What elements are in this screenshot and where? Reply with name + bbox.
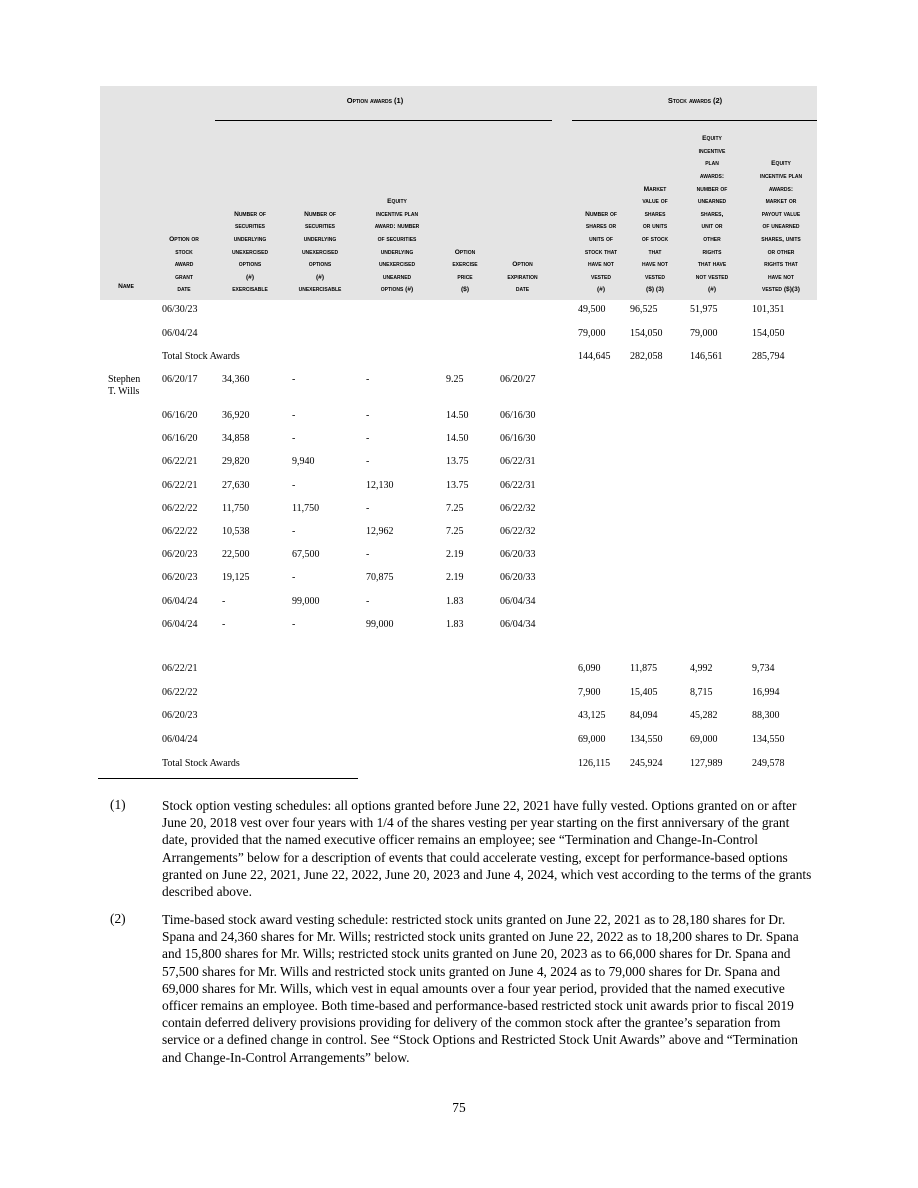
- cell-payout-value: 154,050: [752, 328, 785, 339]
- cell-unearned-options: -: [366, 503, 370, 514]
- table-bottom-rule: [98, 778, 358, 779]
- cell-payout-value: 101,351: [752, 304, 785, 315]
- cell-unexercisable: -: [292, 572, 296, 583]
- cell-exercise-price: 13.75: [446, 456, 469, 467]
- cell-shares-not-vested: 6,090: [578, 663, 601, 674]
- cell-unexercisable: -: [292, 433, 296, 444]
- cell-unearned-options: 99,000: [366, 619, 394, 630]
- cell-expiration-date: 06/22/32: [500, 526, 536, 537]
- cell-unearned-options: 12,130: [366, 480, 394, 491]
- cell-expiration-date: 06/04/34: [500, 619, 536, 630]
- col-header-shares-not-vested: Number of shares or units of stock that have not vested (#): [584, 210, 618, 294]
- cell-exercisable: 22,500: [222, 549, 250, 560]
- stock-awards-group-header: Stock awards (2): [667, 96, 723, 105]
- cell-unexercisable: 99,000: [292, 596, 320, 607]
- cell-unexercisable: -: [292, 410, 296, 421]
- cell-unexercisable: -: [292, 526, 296, 537]
- cell-payout-value: 134,550: [752, 734, 785, 745]
- cell-grant-date: 06/04/24: [162, 619, 198, 630]
- cell-unearned-options: -: [366, 410, 370, 421]
- cell-market-value: 154,050: [630, 328, 663, 339]
- cell-unearned-shares: 51,975: [690, 304, 718, 315]
- cell-grant-date: 06/22/21: [162, 663, 198, 674]
- cell-unearned-shares: 4,992: [690, 663, 713, 674]
- page-number: 75: [452, 1100, 466, 1115]
- col-header-unearned-shares: Equity incentive plan awards: number of unearned shares, unit or other rights that have not vested (#): [695, 135, 729, 294]
- col-header-exercise-price: Option exercise price ($): [452, 248, 478, 294]
- cell-exercise-price: 1.83: [446, 619, 464, 630]
- cell-grant-date: Total Stock Awards: [162, 351, 240, 362]
- footnote-1-text: Stock option vesting schedules: all options granted before June 22, 2021 have fully vested. Options granted on or after June 20, 2018 vest over four years with 1/4 of the shares vesting per year starting on the first anniversary of the grant date, provided that the named executive officer remains an employee; see “Termination and Change-In-Control Arrangements” below for a description of events that could accelerate vesting, except for performance-based options granted on June 22, 2021, June 22, 2022, June 20, 2023 and June 4, 2024, which vest according to the terms of the grants described above.: [162, 798, 812, 900]
- cell-expiration-date: 06/16/30: [500, 410, 536, 421]
- cell-unearned-shares: 79,000: [690, 328, 718, 339]
- cell-exercise-price: 13.75: [446, 480, 469, 491]
- cell-unearned-shares: 127,989: [690, 758, 723, 769]
- row-name: Stephen T. Wills: [108, 374, 141, 397]
- col-header-unexercisable: Number of securities underlying unexercised options (#) unexercisable: [298, 210, 342, 294]
- cell-market-value: 282,058: [630, 351, 663, 362]
- cell-exercise-price: 1.83: [446, 596, 464, 607]
- cell-exercise-price: 2.19: [446, 572, 464, 583]
- cell-grant-date: 06/22/22: [162, 526, 198, 537]
- cell-exercise-price: 9.25: [446, 374, 464, 385]
- cell-expiration-date: 06/22/31: [500, 456, 536, 467]
- cell-grant-date: 06/30/23: [162, 304, 198, 315]
- cell-expiration-date: 06/04/34: [500, 596, 536, 607]
- cell-grant-date: 06/16/20: [162, 410, 198, 421]
- cell-grant-date: 06/04/24: [162, 734, 198, 745]
- cell-shares-not-vested: 79,000: [578, 328, 606, 339]
- cell-expiration-date: 06/20/27: [500, 374, 536, 385]
- cell-grant-date: 06/20/23: [162, 572, 198, 583]
- cell-unexercisable: 67,500: [292, 549, 320, 560]
- footnote-2-text: Time-based stock award vesting schedule: restricted stock units granted on June 22, 2021 as to 28,180 shares for Dr. Spana and 24,360 shares for Mr. Wills; restricted stock units granted on June 22, 2022 as to 18,200 shares to Dr. Spana and 15,800 shares for Mr. Wills; restricted stock units granted on June 20, 2023 as to 66,000 shares for Dr. Spana and 57,500 shares for Mr. Wills and restricted stock units granted on June 4, 2024 as to 79,000 shares for Dr. Spana and 69,000 shares for Mr. Wills, which vest in equal amounts over a four year period, provided that the named executive officer remains an employee. Both time-based and performance-based restricted stock unit awards prior to fiscal 2019 contain deferred delivery provisions providing for delivery of the common stock after the grantee’s separation from service or a defined change in control. See “Stock Options and Restricted Stock Unit Awards” above and “Termination and Change-In-Control Arrangements” below.: [162, 912, 799, 1065]
- cell-unearned-shares: 8,715: [690, 687, 713, 698]
- cell-shares-not-vested: 7,900: [578, 687, 601, 698]
- cell-unearned-options: 70,875: [366, 572, 394, 583]
- cell-shares-not-vested: 43,125: [578, 710, 606, 721]
- cell-payout-value: 285,794: [752, 351, 785, 362]
- cell-exercisable: 10,538: [222, 526, 250, 537]
- cell-exercisable: -: [222, 619, 226, 630]
- cell-unearned-shares: 146,561: [690, 351, 723, 362]
- cell-expiration-date: 06/16/30: [500, 433, 536, 444]
- cell-grant-date: 06/04/24: [162, 328, 198, 339]
- footnote-1-number: (1): [110, 797, 126, 812]
- cell-grant-date: 06/16/20: [162, 433, 198, 444]
- cell-payout-value: 249,578: [752, 758, 785, 769]
- cell-unearned-shares: 69,000: [690, 734, 718, 745]
- stock-awards-underline: [572, 120, 817, 121]
- cell-unearned-options: -: [366, 549, 370, 560]
- cell-unexercisable: -: [292, 619, 296, 630]
- cell-grant-date: 06/04/24: [162, 596, 198, 607]
- cell-exercisable: 34,360: [222, 374, 250, 385]
- cell-payout-value: 9,734: [752, 663, 775, 674]
- cell-exercisable: 34,858: [222, 433, 250, 444]
- cell-market-value: 11,875: [630, 663, 658, 674]
- cell-exercisable: 11,750: [222, 503, 250, 514]
- cell-expiration-date: 06/22/32: [500, 503, 536, 514]
- cell-exercise-price: 7.25: [446, 503, 464, 514]
- cell-unearned-shares: 45,282: [690, 710, 718, 721]
- col-header-expiration-date: Option expiration date: [507, 261, 538, 294]
- cell-grant-date: Total Stock Awards: [162, 758, 240, 769]
- cell-grant-date: 06/22/22: [162, 687, 198, 698]
- cell-exercisable: -: [222, 596, 226, 607]
- cell-grant-date: 06/20/23: [162, 549, 198, 560]
- cell-payout-value: 16,994: [752, 687, 780, 698]
- cell-unexercisable: 11,750: [292, 503, 320, 514]
- col-header-unearned-options: Equity incentive plan award: number of securities underlying unexercised unearned options (#): [374, 198, 420, 294]
- cell-market-value: 84,094: [630, 710, 658, 721]
- cell-unearned-options: -: [366, 374, 370, 385]
- cell-shares-not-vested: 49,500: [578, 304, 606, 315]
- cell-grant-date: 06/20/23: [162, 710, 198, 721]
- cell-shares-not-vested: 144,645: [578, 351, 611, 362]
- cell-expiration-date: 06/22/31: [500, 480, 536, 491]
- cell-shares-not-vested: 69,000: [578, 734, 606, 745]
- cell-unearned-options: -: [366, 596, 370, 607]
- cell-exercise-price: 2.19: [446, 549, 464, 560]
- footnote-2-number: (2): [110, 911, 126, 926]
- col-header-market-value: Market value of shares or units of stock that have not vested ($) (3): [641, 185, 669, 294]
- cell-unearned-options: -: [366, 433, 370, 444]
- cell-exercisable: 36,920: [222, 410, 250, 421]
- cell-exercise-price: 14.50: [446, 410, 469, 421]
- cell-exercisable: 27,630: [222, 480, 250, 491]
- cell-unexercisable: -: [292, 374, 296, 385]
- cell-unearned-options: 12,962: [366, 526, 394, 537]
- cell-unexercisable: 9,940: [292, 456, 315, 467]
- cell-grant-date: 06/22/21: [162, 480, 198, 491]
- cell-exercisable: 19,125: [222, 572, 250, 583]
- table-header: [100, 86, 817, 300]
- cell-payout-value: 88,300: [752, 710, 780, 721]
- col-header-exercisable: Number of securities underlying unexercised options (#) exercisable: [231, 210, 269, 294]
- cell-grant-date: 06/20/17: [162, 374, 198, 385]
- cell-exercise-price: 14.50: [446, 433, 469, 444]
- cell-expiration-date: 06/20/33: [500, 549, 536, 560]
- option-awards-group-header: Option awards (1): [346, 96, 404, 105]
- cell-market-value: 15,405: [630, 687, 658, 698]
- cell-unexercisable: -: [292, 480, 296, 491]
- cell-grant-date: 06/22/22: [162, 503, 198, 514]
- cell-exercise-price: 7.25: [446, 526, 464, 537]
- cell-expiration-date: 06/20/33: [500, 572, 536, 583]
- col-header-grant-date: Option or stock award grant date: [169, 236, 199, 294]
- cell-market-value: 245,924: [630, 758, 663, 769]
- col-header-name: Name: [118, 283, 134, 291]
- cell-exercisable: 29,820: [222, 456, 250, 467]
- cell-market-value: 96,525: [630, 304, 658, 315]
- col-header-payout-value: Equity incentive plan awards: market or payout value of unearned shares, units or other rights that have not vested ($)(3): [759, 160, 803, 294]
- cell-grant-date: 06/22/21: [162, 456, 198, 467]
- cell-market-value: 134,550: [630, 734, 663, 745]
- option-awards-underline: [215, 120, 552, 121]
- cell-shares-not-vested: 126,115: [578, 758, 611, 769]
- cell-unearned-options: -: [366, 456, 370, 467]
